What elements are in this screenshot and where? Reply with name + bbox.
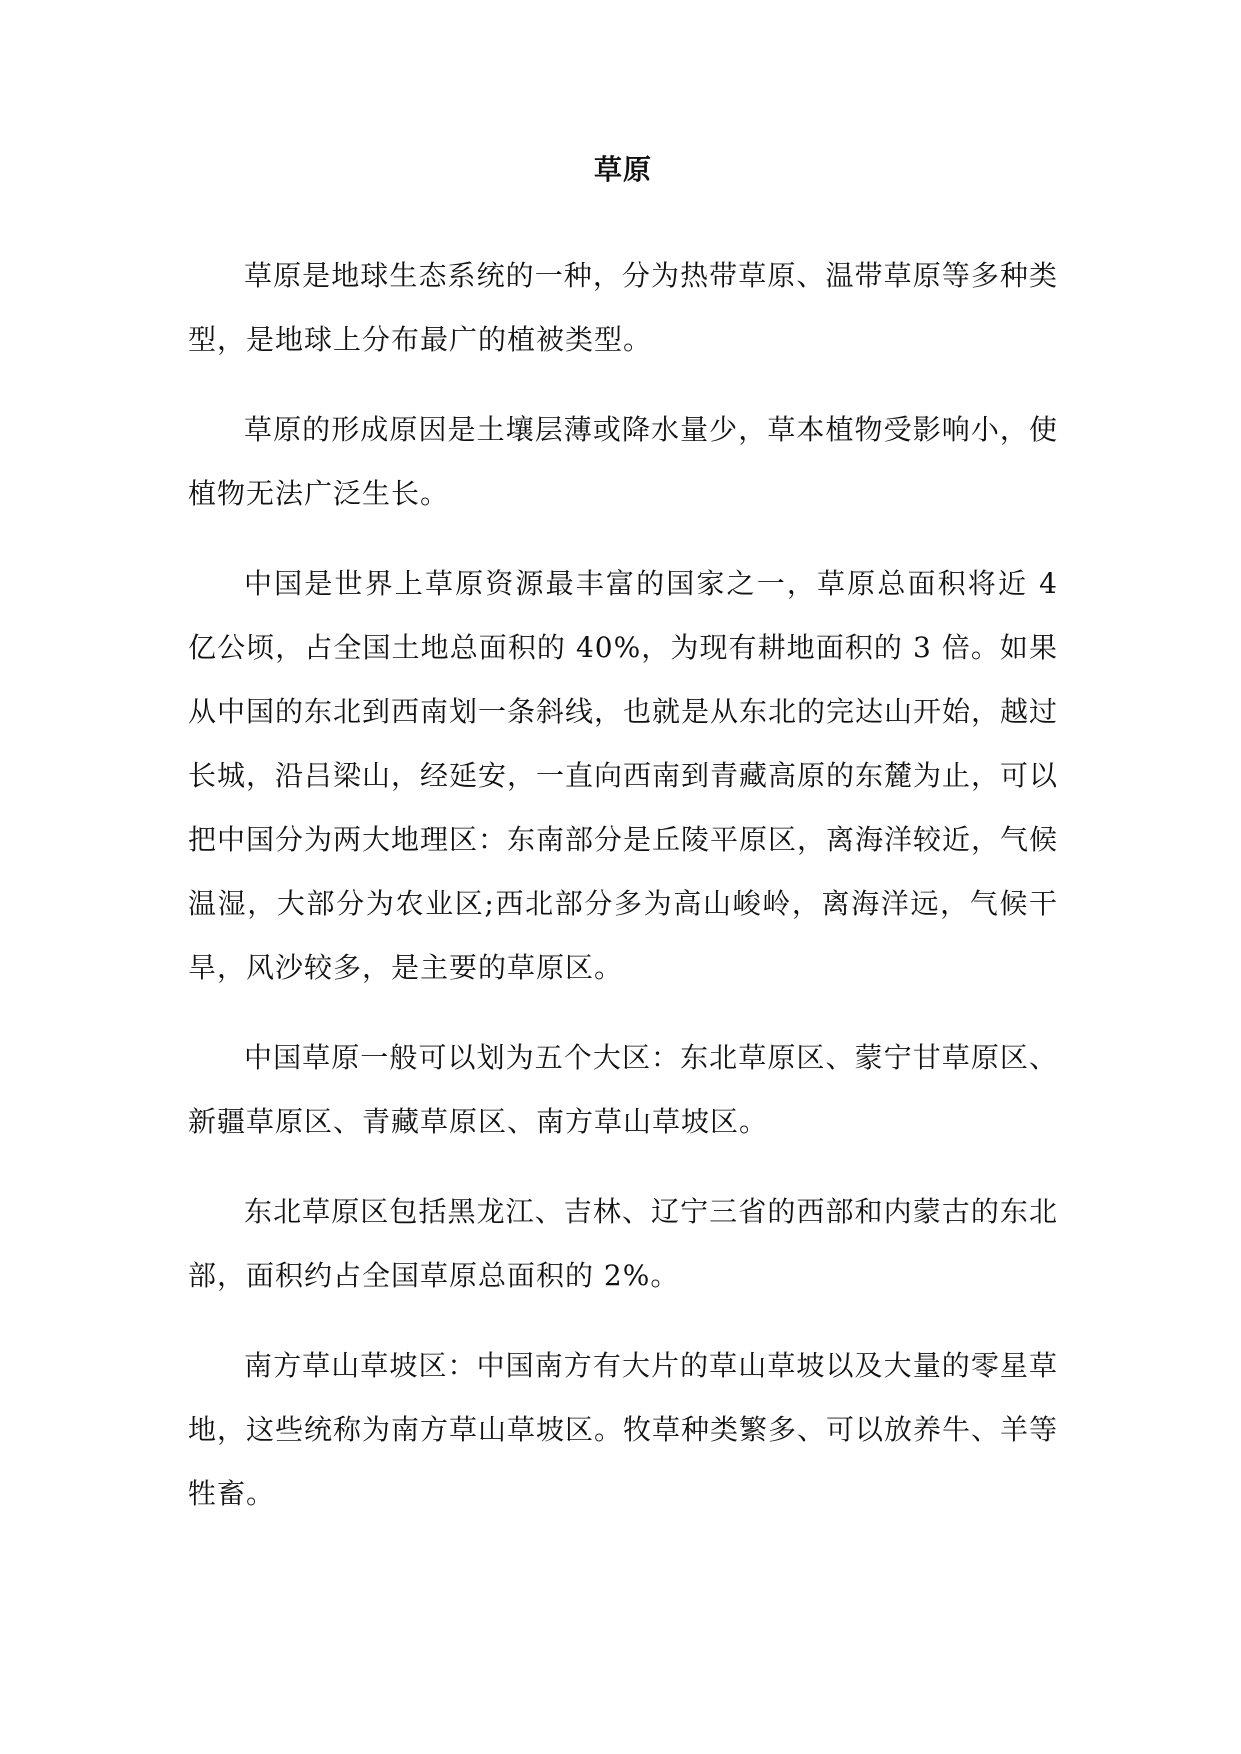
paragraph-china-resources: 中国是世界上草原资源最丰富的国家之一，草原总面积将近 4 亿公顷，占全国土地总面积的 40%，为现有耕地面积的 3 倍。如果从中国的东北到西南划一条斜线，也就是从东北的完达山开始，越过长城，沿吕梁山，经延安，一直向西南到青藏高原的东麓为止，可以把中国分为两大地理区：东南部分是丘陵平原区，离海洋较近，气候温湿，大部分为农业区;西北部分多为高山峻岭，离海洋远，气候干旱，风沙较多，是主要的草原区。 [188,567,1059,984]
paragraph-south-region: 南方草山草坡区：中国南方有大片的草山草坡以及大量的零星草地，这些统称为南方草山草坡区。牧草种类繁多、可以放养牛、羊等牲畜。 [188,1349,1059,1510]
paragraph-intro: 草原是地球生态系统的一种，分为热带草原、温带草原等多种类型，是地球上分布最广的植被类型。 [188,259,1058,356]
document-title: 草原 [593,153,652,186]
paragraph-northeast-region: 东北草原区包括黑龙江、吉林、辽宁三省的西部和内蒙古的东北部，面积约占全国草原总面积的 2%。 [188,1195,1058,1292]
paragraph-formation: 草原的形成原因是土壤层薄或降水量少，草本植物受影响小，使植物无法广泛生长。 [188,413,1058,510]
document-page [188,150,1058,1552]
paragraph-five-regions: 中国草原一般可以划为五个大区：东北草原区、蒙宁甘草原区、新疆草原区、青藏草原区、南方草山草坡区。 [188,1041,1058,1138]
